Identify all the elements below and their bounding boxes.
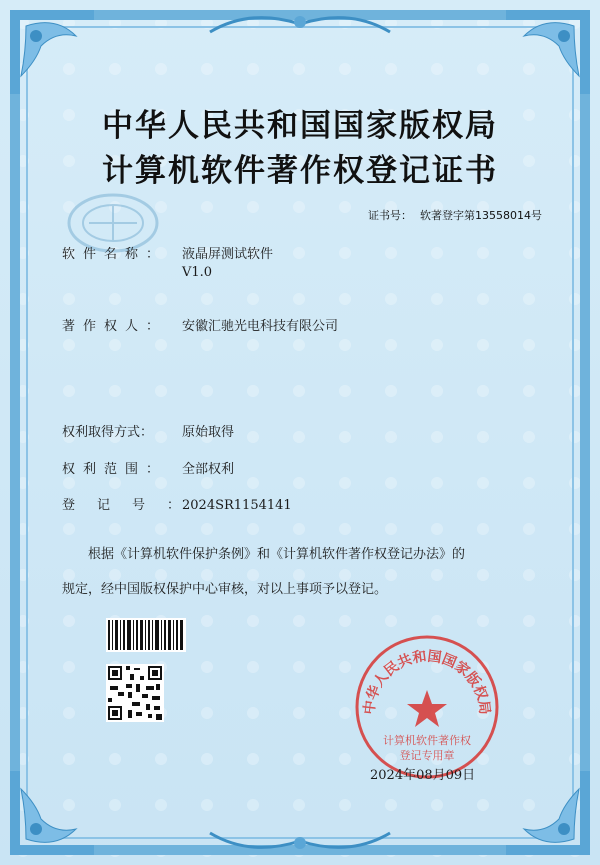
registration-number-label: 登记号：: [62, 498, 203, 513]
top-scroll-ornament: [200, 8, 400, 40]
scope-value: 全部权利: [182, 462, 235, 477]
issue-date: 2024年08月09日: [370, 768, 476, 783]
bottom-scroll-ornament: [200, 825, 400, 857]
registration-number-value: 2024SR1154141: [182, 498, 292, 513]
software-name-value: 液晶屏测试软件: [182, 247, 274, 262]
acquisition-method-label: 权利取得方式：: [62, 425, 154, 440]
issuing-authority-title: 中华人民共和国国家版权局: [102, 108, 498, 144]
statement-line-1: 根据《计算机软件保护条例》和《计算机软件著作权登记办法》的: [88, 547, 466, 562]
acquisition-method-value: 原始取得: [182, 425, 235, 440]
barcode: [106, 618, 186, 652]
certificate-number: [368, 207, 542, 223]
corner-ornament-bottom-left: [6, 767, 98, 859]
copyright-holder-label: 著作权人：: [62, 319, 168, 334]
seal-outer-text: 中华人民共和国国家版权局: [361, 648, 493, 716]
certificate-number-value: 软著登字第13558014号: [420, 209, 542, 222]
official-seal: [352, 632, 502, 782]
certificate-title: 计算机软件著作权登记证书: [102, 153, 498, 189]
corner-ornament-top-right: [502, 6, 594, 98]
statement-line-2: 规定，经中国版权保护中心审核，对以上事项予以登记。: [62, 582, 388, 597]
qr-code: [106, 664, 164, 722]
corner-ornament-bottom-right: [502, 767, 594, 859]
scope-label: 权利范围：: [62, 462, 168, 477]
corner-ornament-top-left: [6, 6, 98, 98]
copyright-holder-value: 安徽汇驰光电科技有限公司: [182, 319, 339, 334]
seal-inner-text-2: 登记专用章: [399, 749, 455, 762]
software-version-value: V1.0: [182, 265, 213, 280]
software-name-label: 软件名称：: [62, 247, 168, 262]
seal-inner-text-1: 计算机软件著作权: [383, 734, 471, 747]
certificate-number-label: 证书号：: [368, 209, 412, 222]
